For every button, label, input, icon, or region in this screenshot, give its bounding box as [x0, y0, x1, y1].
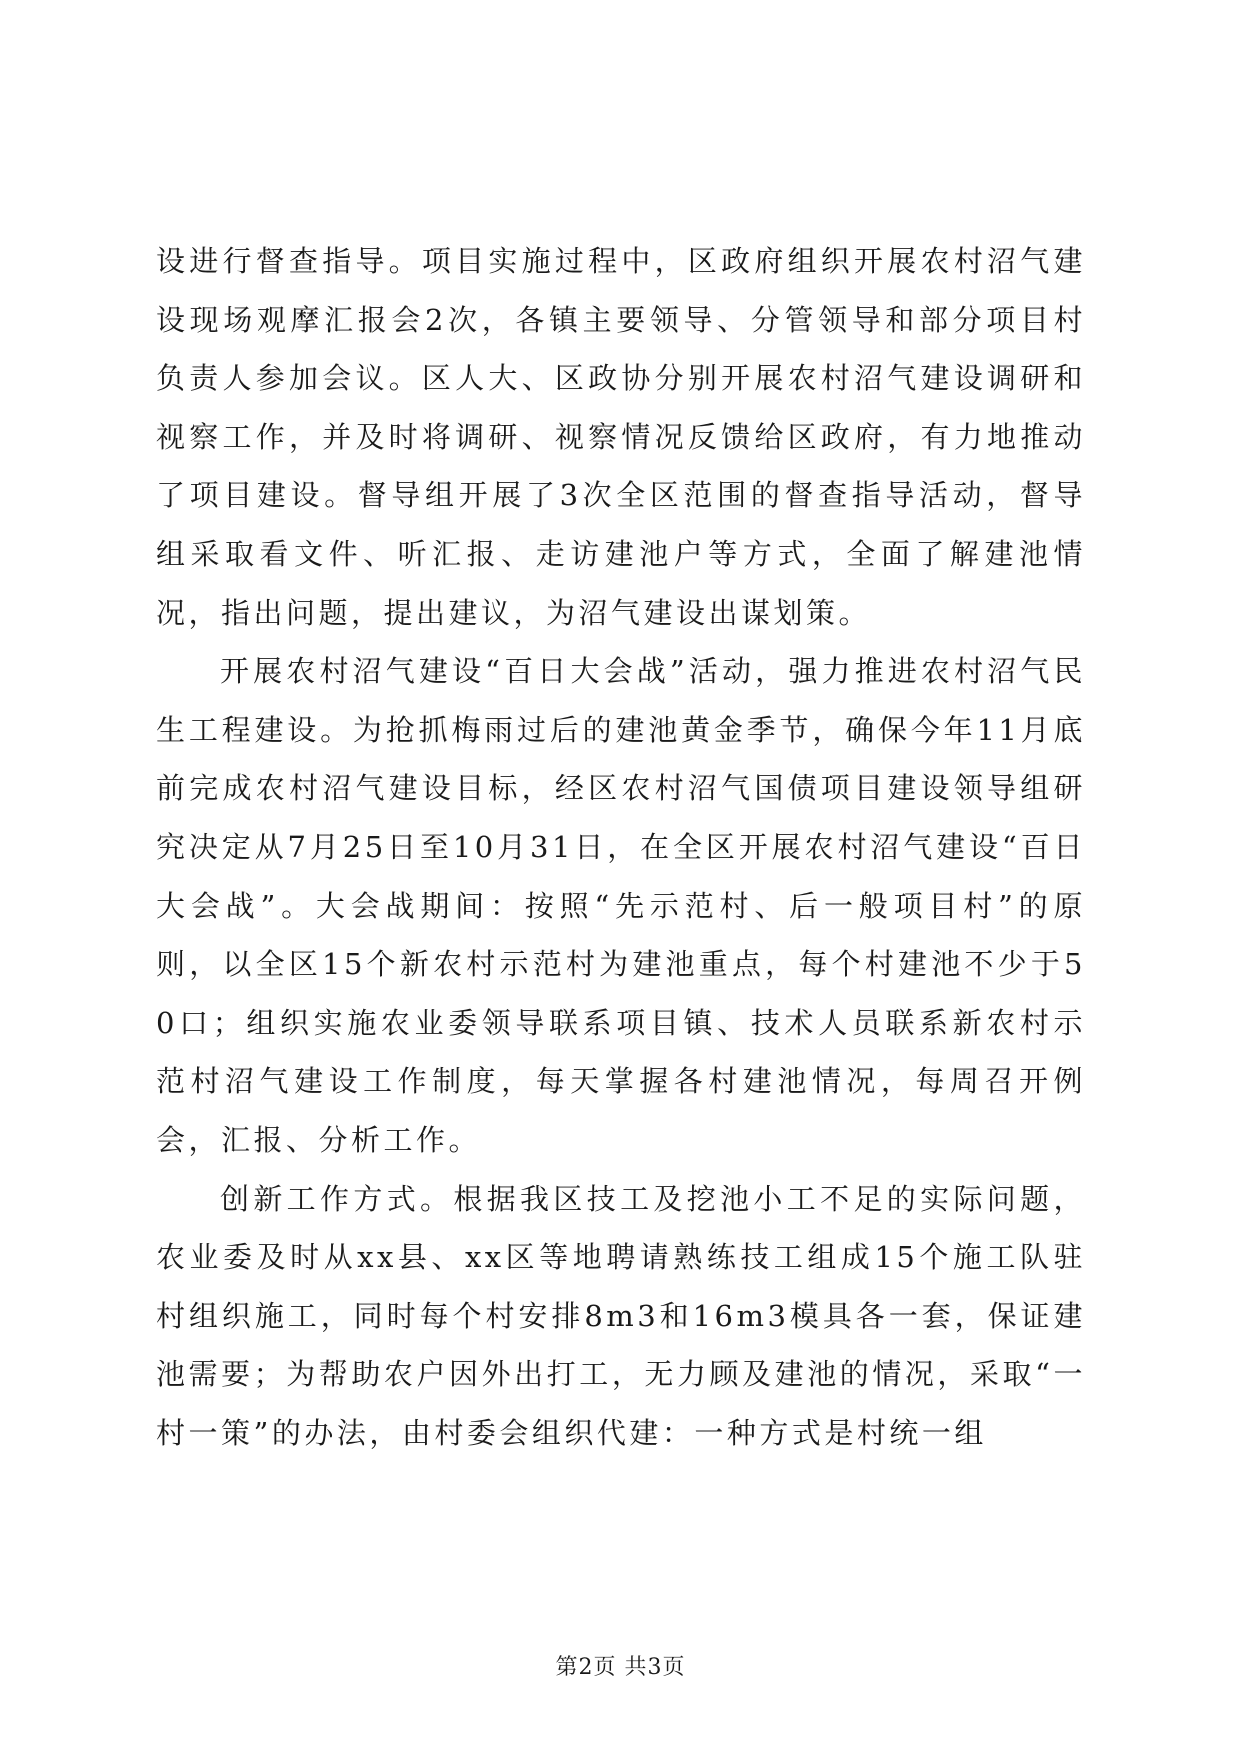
page-number-footer: 第2页 共3页 [555, 1655, 686, 1680]
document-body [156, 232, 1086, 1462]
paragraph-2: 开展农村沼气建设“百日大会战”活动，强力推进农村沼气民生工程建设。为抢抓梅雨过后的建池黄金季节，确保今年11月底前完成农村沼气建设目标，经区农村沼气国债项目建设领导组研究决定从7月25日至10月31日，在全区开展农村沼气建设“百日大会战”。大会战期间：按照“先示范村、后一般项目村”的原则，以全区15个新农村示范村为建池重点，每个村建池不少于50口；组织实施农业委领导联系项目镇、技术人员联系新农村示范村沼气建设工作制度，每天掌握各村建池情况，每周召开例会，汇报、分析工作。 [156, 654, 1086, 1157]
paragraph-3: 创新工作方式。根据我区技工及挖池小工不足的实际问题，农业委及时从xx县、xx区等地聘请熟练技工组成15个施工队驻村组织施工，同时每个村安排8m3和16m3模具各一套，保证建池需要；为帮助农户因外出打工，无力顾及建池的情况，采取“一村一策”的办法，由村委会组织代建：一种方式是村统一组 [156, 1181, 1086, 1450]
paragraph-1: 设进行督查指导。项目实施过程中，区政府组织开展农村沼气建设现场观摩汇报会2次，各镇主要领导、分管领导和部分项目村负责人参加会议。区人大、区政协分别开展农村沼气建设调研和视察工作，并及时将调研、视察情况反馈给区政府，有力地推动了项目建设。督导组开展了3次全区范围的督查指导活动，督导组采取看文件、听汇报、走访建池户等方式，全面了解建池情况，指出问题，提出建议，为沼气建设出谋划策。 [156, 244, 1086, 630]
